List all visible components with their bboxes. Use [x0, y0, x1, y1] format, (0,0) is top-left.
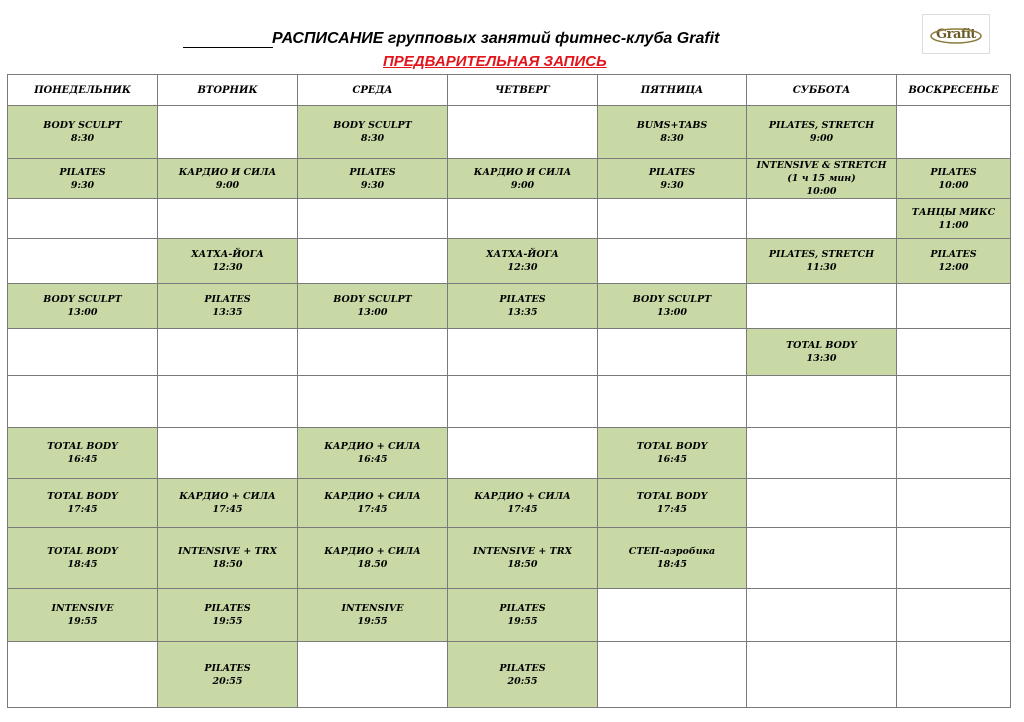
class-name: BODY SCULPT: [632, 294, 712, 305]
empty-cell: [897, 528, 1011, 589]
class-cell: [158, 159, 298, 199]
logo-text: Grafit: [936, 26, 976, 42]
day-header: СУББОТА: [747, 75, 897, 106]
empty-cell: [158, 329, 298, 376]
class-cell: [598, 159, 747, 199]
table-row: [8, 479, 1011, 528]
day-header: ВТОРНИК: [158, 75, 298, 106]
class-cell: [8, 106, 158, 159]
class-time: 11:30: [806, 262, 837, 273]
class-cell: [747, 106, 897, 159]
class-time: 17:45: [657, 504, 687, 515]
class-time: 18:45: [67, 559, 98, 570]
class-time: 19:55: [507, 616, 538, 627]
empty-cell: [598, 376, 747, 428]
class-cell: [298, 106, 448, 159]
empty-cell: [448, 199, 598, 239]
table-row: [8, 528, 1011, 589]
class-cell: [448, 642, 598, 708]
class-name: TOTAL BODY: [47, 441, 118, 452]
empty-cell: [897, 479, 1011, 528]
class-time: 8:30: [70, 133, 95, 144]
table-row: [8, 284, 1011, 329]
class-name: BODY SCULPT: [333, 294, 412, 305]
empty-cell: [448, 329, 598, 376]
class-time: 8:30: [660, 133, 684, 144]
empty-cell: [598, 589, 747, 642]
class-time: 10:00: [938, 179, 969, 191]
day-header: ПЯТНИЦА: [598, 75, 747, 106]
class-cell: [448, 159, 598, 199]
class-time: 8:30: [360, 133, 385, 144]
empty-cell: [298, 239, 448, 284]
class-time: 9:00: [215, 179, 240, 191]
class-cell: [448, 479, 598, 528]
class-name: КАРДИО И СИЛА: [178, 166, 277, 178]
empty-cell: [448, 106, 598, 159]
class-cell: [158, 284, 298, 329]
class-name: BUMS+TABS: [636, 120, 708, 131]
class-cell: [8, 428, 158, 479]
table-row: [8, 329, 1011, 376]
class-cell: [298, 528, 448, 589]
class-name: INTENSIVE: [341, 603, 404, 614]
class-time: 16:45: [67, 454, 98, 465]
class-name: ХАТХА-ЙОГА: [486, 249, 559, 260]
class-time: 17:45: [357, 504, 388, 515]
class-name: TOTAL BODY: [636, 491, 708, 502]
class-cell: [897, 199, 1011, 239]
class-name: PILATES: [648, 166, 696, 178]
class-name: КАРДИО И СИЛА: [473, 166, 572, 178]
class-time: 17:45: [67, 504, 98, 515]
class-cell: [598, 479, 747, 528]
class-time: 18:45: [657, 559, 687, 570]
class-time: 19:55: [357, 616, 388, 627]
class-time: 13:30: [806, 353, 837, 364]
empty-cell: [897, 329, 1011, 376]
day-header: ПОНЕДЕЛЬНИК: [8, 75, 158, 106]
empty-cell: [448, 376, 598, 428]
class-name: PILATES: [499, 603, 546, 614]
class-time: 13:35: [507, 307, 538, 318]
class-time: 17:45: [507, 504, 538, 515]
class-cell: [158, 642, 298, 708]
empty-cell: [158, 428, 298, 479]
class-cell: [158, 479, 298, 528]
page-title: РАСПИСАНИЕ групповых занятий фитнес-клуба Grafit: [272, 30, 720, 47]
class-name: PILATES, STRETCH: [768, 120, 875, 131]
class-cell: [448, 589, 598, 642]
empty-cell: [747, 428, 897, 479]
empty-cell: [897, 376, 1011, 428]
class-cell: [598, 428, 747, 479]
class-cell: [448, 284, 598, 329]
class-time: 12:30: [212, 262, 243, 273]
class-time: 20:55: [507, 675, 538, 687]
class-name: PILATES: [204, 603, 251, 614]
class-time: 9:30: [360, 179, 385, 191]
class-name: PILATES: [930, 249, 977, 260]
class-name: ТАНЦЫ МИКС: [911, 206, 996, 218]
empty-cell: [747, 376, 897, 428]
table-row: [8, 199, 1011, 239]
class-cell: [8, 479, 158, 528]
empty-cell: [747, 528, 897, 589]
class-name: INTENSIVE + TRX: [178, 546, 277, 557]
class-time: 13:00: [657, 307, 687, 318]
table-row: [8, 106, 1011, 159]
class-name: BODY SCULPT: [333, 120, 412, 131]
table-row: [8, 642, 1011, 708]
class-cell: [448, 528, 598, 589]
table-row: [8, 589, 1011, 642]
class-time: 9:30: [660, 179, 684, 191]
page-subtitle: ПРЕДВАРИТЕЛЬНАЯ ЗАПИСЬ: [383, 53, 607, 70]
class-cell: [747, 329, 897, 376]
class-name: TOTAL BODY: [636, 441, 708, 452]
class-name: PILATES: [59, 166, 106, 178]
empty-cell: [598, 642, 747, 708]
class-cell: [747, 239, 897, 284]
club-logo: [922, 14, 990, 54]
class-name: INTENSIVE & STRETCH: [756, 160, 887, 171]
table-row: [8, 428, 1011, 479]
empty-cell: [897, 589, 1011, 642]
class-cell: [158, 239, 298, 284]
class-cell: [448, 239, 598, 284]
class-time: 19:55: [212, 616, 243, 627]
class-time: 13:35: [212, 307, 243, 318]
empty-cell: [747, 284, 897, 329]
class-name: КАРДИО + СИЛА: [324, 491, 421, 502]
class-cell: [897, 159, 1011, 199]
class-name: КАРДИО + СИЛА: [324, 441, 421, 452]
schedule-body: [8, 106, 1011, 708]
class-time: 16:45: [357, 454, 388, 465]
class-time: 16:45: [657, 454, 687, 465]
class-cell: [598, 284, 747, 329]
class-name: PILATES: [499, 662, 546, 674]
class-time: 13:00: [67, 307, 98, 318]
empty-cell: [897, 428, 1011, 479]
class-time: 18:50: [507, 559, 538, 570]
class-cell: [158, 528, 298, 589]
day-header: ЧЕТВЕРГ: [448, 75, 598, 106]
class-name: TOTAL BODY: [47, 546, 118, 557]
class-time: 12:00: [938, 262, 969, 273]
empty-cell: [747, 479, 897, 528]
empty-cell: [747, 589, 897, 642]
class-cell: [298, 284, 448, 329]
empty-cell: [8, 329, 158, 376]
class-name: КАРДИО + СИЛА: [324, 546, 421, 557]
class-name: PILATES: [349, 166, 396, 178]
class-cell: [598, 106, 747, 159]
class-name: КАРДИО + СИЛА: [474, 491, 571, 502]
empty-cell: [8, 239, 158, 284]
empty-cell: [298, 642, 448, 708]
class-time: 20:55: [212, 675, 243, 687]
class-time: 9:00: [809, 133, 834, 144]
empty-cell: [897, 284, 1011, 329]
class-cell: [897, 239, 1011, 284]
empty-cell: [8, 199, 158, 239]
class-cell: [8, 284, 158, 329]
class-name: BODY SCULPT: [43, 294, 122, 305]
class-cell: [8, 159, 158, 199]
class-name: INTENSIVE: [51, 603, 114, 614]
class-time: 12:30: [507, 262, 538, 273]
empty-cell: [747, 199, 897, 239]
class-time: 11:00: [938, 219, 969, 231]
empty-cell: [8, 642, 158, 708]
empty-cell: [598, 329, 747, 376]
class-cell: [298, 479, 448, 528]
class-time: 13:00: [357, 307, 388, 318]
class-cell: [298, 589, 448, 642]
class-name: PILATES: [204, 294, 251, 305]
empty-cell: [298, 199, 448, 239]
class-name: ХАТХА-ЙОГА: [191, 249, 264, 260]
class-time: 18.50: [357, 559, 388, 570]
class-name: PILATES: [930, 166, 977, 178]
class-name: BODY SCULPT: [43, 120, 122, 131]
class-name: (1 ч 15 мин): [787, 173, 856, 184]
day-header: СРЕДА: [298, 75, 448, 106]
empty-cell: [158, 199, 298, 239]
class-name: PILATES: [499, 294, 546, 305]
class-time: 19:55: [67, 616, 98, 627]
class-name: TOTAL BODY: [47, 491, 118, 502]
logo-swoosh-icon: [929, 25, 983, 45]
class-cell: [158, 589, 298, 642]
class-name: INTENSIVE + TRX: [473, 546, 572, 557]
empty-cell: [158, 376, 298, 428]
class-time: 9:30: [70, 179, 95, 191]
class-cell: [598, 528, 747, 589]
empty-cell: [897, 642, 1011, 708]
class-name: СТЕП-аэробика: [628, 546, 716, 557]
table-row: [8, 239, 1011, 284]
empty-cell: [747, 642, 897, 708]
class-cell: [8, 528, 158, 589]
class-name: PILATES: [204, 662, 251, 674]
empty-cell: [8, 376, 158, 428]
class-time: 9:00: [510, 179, 535, 191]
empty-cell: [598, 199, 747, 239]
empty-cell: [448, 428, 598, 479]
class-cell: [298, 428, 448, 479]
empty-cell: [298, 329, 448, 376]
class-name: PILATES, STRETCH: [768, 249, 875, 260]
empty-cell: [897, 106, 1011, 159]
empty-cell: [598, 239, 747, 284]
empty-cell: [158, 106, 298, 159]
class-time: 18:50: [212, 559, 243, 570]
class-name: КАРДИО + СИЛА: [179, 491, 276, 502]
class-cell: [747, 159, 897, 199]
class-time: 10:00: [806, 186, 837, 197]
table-row: [8, 159, 1011, 199]
class-time: 17:45: [212, 504, 243, 515]
day-header: ВОСКРЕСЕНЬЕ: [897, 75, 1011, 106]
empty-cell: [298, 376, 448, 428]
class-cell: [298, 159, 448, 199]
class-name: TOTAL BODY: [786, 340, 857, 351]
table-row: [8, 376, 1011, 428]
class-cell: [8, 589, 158, 642]
day-header-row: [8, 75, 1011, 106]
title-underline: [183, 47, 273, 48]
schedule-table: [7, 74, 1011, 708]
